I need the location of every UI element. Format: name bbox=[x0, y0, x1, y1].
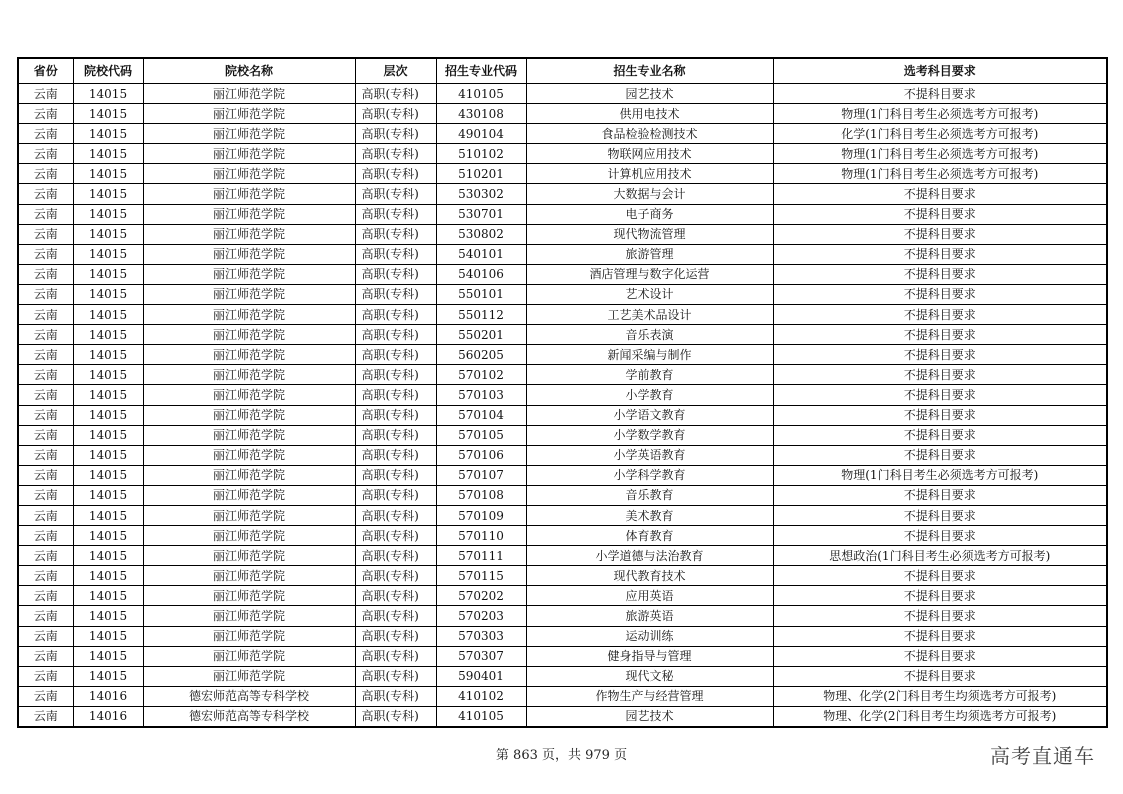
cell-level: 高职(专科) bbox=[355, 586, 436, 606]
cell-major-name: 作物生产与经营管理 bbox=[526, 686, 773, 706]
cell-major-code: 430108 bbox=[436, 104, 526, 124]
cell-level: 高职(专科) bbox=[355, 706, 436, 727]
cell-major-name: 音乐教育 bbox=[526, 485, 773, 505]
cell-major-name: 现代物流管理 bbox=[526, 224, 773, 244]
cell-major-code: 530701 bbox=[436, 204, 526, 224]
cell-major-name: 计算机应用技术 bbox=[526, 164, 773, 184]
header-school-code: 院校代码 bbox=[73, 58, 143, 84]
table-row bbox=[18, 284, 1107, 304]
cell-school-code: 14015 bbox=[73, 626, 143, 646]
cell-level: 高职(专科) bbox=[355, 485, 436, 505]
cell-major-name: 音乐表演 bbox=[526, 325, 773, 345]
cell-school-name: 丽江师范学院 bbox=[143, 325, 355, 345]
cell-major-code: 530302 bbox=[436, 184, 526, 204]
cell-province: 云南 bbox=[18, 626, 73, 646]
cell-major-code: 570111 bbox=[436, 546, 526, 566]
table-row bbox=[18, 104, 1107, 124]
cell-school-name: 丽江师范学院 bbox=[143, 505, 355, 525]
cell-major-name: 健身指导与管理 bbox=[526, 646, 773, 666]
cell-major-name: 美术教育 bbox=[526, 505, 773, 525]
cell-province: 云南 bbox=[18, 445, 73, 465]
table-row bbox=[18, 465, 1107, 485]
cell-subject-requirement: 不提科目要求 bbox=[773, 666, 1107, 686]
cell-school-name: 丽江师范学院 bbox=[143, 586, 355, 606]
cell-school-code: 14015 bbox=[73, 465, 143, 485]
cell-level: 高职(专科) bbox=[355, 104, 436, 124]
cell-school-code: 14015 bbox=[73, 606, 143, 626]
cell-major-name: 旅游英语 bbox=[526, 606, 773, 626]
admission-requirements-table bbox=[17, 57, 1108, 728]
table-row bbox=[18, 445, 1107, 465]
cell-subject-requirement: 不提科目要求 bbox=[773, 606, 1107, 626]
cell-major-code: 540101 bbox=[436, 244, 526, 264]
cell-province: 云南 bbox=[18, 305, 73, 325]
cell-major-code: 510102 bbox=[436, 144, 526, 164]
table-row bbox=[18, 204, 1107, 224]
cell-province: 云南 bbox=[18, 284, 73, 304]
cell-school-code: 14015 bbox=[73, 345, 143, 365]
cell-school-name: 丽江师范学院 bbox=[143, 425, 355, 445]
cell-level: 高职(专科) bbox=[355, 405, 436, 425]
cell-school-code: 14015 bbox=[73, 365, 143, 385]
cell-major-name: 体育教育 bbox=[526, 526, 773, 546]
cell-school-code: 14015 bbox=[73, 546, 143, 566]
cell-school-name: 丽江师范学院 bbox=[143, 184, 355, 204]
cell-level: 高职(专科) bbox=[355, 325, 436, 345]
cell-major-name: 小学英语教育 bbox=[526, 445, 773, 465]
cell-school-code: 14015 bbox=[73, 164, 143, 184]
cell-school-name: 丽江师范学院 bbox=[143, 646, 355, 666]
cell-school-name: 丽江师范学院 bbox=[143, 164, 355, 184]
table-row bbox=[18, 646, 1107, 666]
cell-subject-requirement: 不提科目要求 bbox=[773, 526, 1107, 546]
cell-school-code: 14015 bbox=[73, 505, 143, 525]
cell-major-code: 490104 bbox=[436, 124, 526, 144]
cell-level: 高职(专科) bbox=[355, 305, 436, 325]
cell-school-code: 14015 bbox=[73, 284, 143, 304]
cell-major-code: 570303 bbox=[436, 626, 526, 646]
table-row bbox=[18, 566, 1107, 586]
header-major-name: 招生专业名称 bbox=[526, 58, 773, 84]
cell-school-code: 14015 bbox=[73, 485, 143, 505]
cell-school-code: 14015 bbox=[73, 104, 143, 124]
cell-subject-requirement: 不提科目要求 bbox=[773, 244, 1107, 264]
table-row bbox=[18, 365, 1107, 385]
cell-major-code: 550101 bbox=[436, 284, 526, 304]
header-major-code: 招生专业代码 bbox=[436, 58, 526, 84]
cell-school-code: 14015 bbox=[73, 526, 143, 546]
cell-major-code: 570202 bbox=[436, 586, 526, 606]
cell-major-code: 570115 bbox=[436, 566, 526, 586]
cell-major-code: 570110 bbox=[436, 526, 526, 546]
cell-major-code: 570203 bbox=[436, 606, 526, 626]
cell-subject-requirement: 不提科目要求 bbox=[773, 224, 1107, 244]
cell-province: 云南 bbox=[18, 365, 73, 385]
table-row bbox=[18, 706, 1107, 727]
cell-subject-requirement: 物理(1门科目考生必须选考方可报考) bbox=[773, 164, 1107, 184]
cell-subject-requirement: 物理、化学(2门科目考生均须选考方可报考) bbox=[773, 706, 1107, 727]
table-row bbox=[18, 305, 1107, 325]
cell-level: 高职(专科) bbox=[355, 244, 436, 264]
cell-school-name: 德宏师范高等专科学校 bbox=[143, 686, 355, 706]
cell-province: 云南 bbox=[18, 385, 73, 405]
cell-subject-requirement: 不提科目要求 bbox=[773, 385, 1107, 405]
cell-province: 云南 bbox=[18, 666, 73, 686]
cell-school-name: 丽江师范学院 bbox=[143, 405, 355, 425]
cell-school-code: 14015 bbox=[73, 244, 143, 264]
cell-school-code: 14015 bbox=[73, 425, 143, 445]
cell-school-code: 14015 bbox=[73, 646, 143, 666]
table-row bbox=[18, 124, 1107, 144]
cell-province: 云南 bbox=[18, 646, 73, 666]
cell-level: 高职(专科) bbox=[355, 224, 436, 244]
cell-major-code: 530802 bbox=[436, 224, 526, 244]
cell-major-name: 小学数学教育 bbox=[526, 425, 773, 445]
cell-school-code: 14015 bbox=[73, 325, 143, 345]
cell-major-code: 570104 bbox=[436, 405, 526, 425]
cell-subject-requirement: 不提科目要求 bbox=[773, 204, 1107, 224]
cell-subject-requirement: 不提科目要求 bbox=[773, 425, 1107, 445]
header-school-name: 院校名称 bbox=[143, 58, 355, 84]
cell-school-name: 丽江师范学院 bbox=[143, 305, 355, 325]
table-row bbox=[18, 686, 1107, 706]
cell-major-code: 570109 bbox=[436, 505, 526, 525]
cell-major-code: 560205 bbox=[436, 345, 526, 365]
header-province: 省份 bbox=[18, 58, 73, 84]
cell-level: 高职(专科) bbox=[355, 184, 436, 204]
cell-school-name: 德宏师范高等专科学校 bbox=[143, 706, 355, 727]
cell-school-name: 丽江师范学院 bbox=[143, 465, 355, 485]
cell-school-code: 14015 bbox=[73, 666, 143, 686]
cell-major-code: 410105 bbox=[436, 706, 526, 727]
cell-level: 高职(专科) bbox=[355, 626, 436, 646]
cell-level: 高职(专科) bbox=[355, 666, 436, 686]
table-row bbox=[18, 164, 1107, 184]
cell-level: 高职(专科) bbox=[355, 284, 436, 304]
cell-school-code: 14015 bbox=[73, 224, 143, 244]
cell-major-name: 酒店管理与数字化运营 bbox=[526, 264, 773, 284]
cell-school-name: 丽江师范学院 bbox=[143, 526, 355, 546]
cell-major-name: 现代教育技术 bbox=[526, 566, 773, 586]
table-row bbox=[18, 345, 1107, 365]
cell-province: 云南 bbox=[18, 686, 73, 706]
cell-school-name: 丽江师范学院 bbox=[143, 385, 355, 405]
cell-province: 云南 bbox=[18, 606, 73, 626]
cell-school-code: 14015 bbox=[73, 264, 143, 284]
cell-subject-requirement: 不提科目要求 bbox=[773, 646, 1107, 666]
cell-school-code: 14015 bbox=[73, 204, 143, 224]
cell-subject-requirement: 不提科目要求 bbox=[773, 184, 1107, 204]
table-row bbox=[18, 184, 1107, 204]
cell-school-name: 丽江师范学院 bbox=[143, 104, 355, 124]
cell-province: 云南 bbox=[18, 465, 73, 485]
cell-major-code: 570105 bbox=[436, 425, 526, 445]
cell-province: 云南 bbox=[18, 104, 73, 124]
cell-school-code: 14015 bbox=[73, 305, 143, 325]
cell-level: 高职(专科) bbox=[355, 124, 436, 144]
cell-school-name: 丽江师范学院 bbox=[143, 124, 355, 144]
cell-province: 云南 bbox=[18, 505, 73, 525]
cell-province: 云南 bbox=[18, 485, 73, 505]
cell-level: 高职(专科) bbox=[355, 686, 436, 706]
cell-province: 云南 bbox=[18, 325, 73, 345]
cell-level: 高职(专科) bbox=[355, 526, 436, 546]
cell-province: 云南 bbox=[18, 706, 73, 727]
cell-subject-requirement: 不提科目要求 bbox=[773, 485, 1107, 505]
cell-level: 高职(专科) bbox=[355, 385, 436, 405]
cell-major-code: 570107 bbox=[436, 465, 526, 485]
table-row bbox=[18, 224, 1107, 244]
cell-major-name: 电子商务 bbox=[526, 204, 773, 224]
cell-province: 云南 bbox=[18, 345, 73, 365]
table-row bbox=[18, 485, 1107, 505]
cell-school-code: 14015 bbox=[73, 385, 143, 405]
cell-major-name: 现代文秘 bbox=[526, 666, 773, 686]
cell-subject-requirement: 不提科目要求 bbox=[773, 305, 1107, 325]
table-row bbox=[18, 405, 1107, 425]
cell-subject-requirement: 物理(1门科目考生必须选考方可报考) bbox=[773, 465, 1107, 485]
table-body bbox=[18, 84, 1107, 728]
cell-subject-requirement: 不提科目要求 bbox=[773, 365, 1107, 385]
cell-major-name: 小学教育 bbox=[526, 385, 773, 405]
cell-school-code: 14015 bbox=[73, 405, 143, 425]
cell-level: 高职(专科) bbox=[355, 204, 436, 224]
cell-school-name: 丽江师范学院 bbox=[143, 365, 355, 385]
cell-level: 高职(专科) bbox=[355, 445, 436, 465]
cell-major-name: 艺术设计 bbox=[526, 284, 773, 304]
table-row bbox=[18, 546, 1107, 566]
cell-major-code: 570307 bbox=[436, 646, 526, 666]
cell-province: 云南 bbox=[18, 164, 73, 184]
cell-school-name: 丽江师范学院 bbox=[143, 204, 355, 224]
cell-level: 高职(专科) bbox=[355, 365, 436, 385]
cell-school-name: 丽江师范学院 bbox=[143, 224, 355, 244]
cell-school-name: 丽江师范学院 bbox=[143, 485, 355, 505]
table-row bbox=[18, 606, 1107, 626]
cell-subject-requirement: 化学(1门科目考生必须选考方可报考) bbox=[773, 124, 1107, 144]
cell-school-code: 14015 bbox=[73, 445, 143, 465]
cell-major-code: 550112 bbox=[436, 305, 526, 325]
table-row bbox=[18, 425, 1107, 445]
cell-subject-requirement: 不提科目要求 bbox=[773, 505, 1107, 525]
cell-school-name: 丽江师范学院 bbox=[143, 284, 355, 304]
cell-subject-requirement: 不提科目要求 bbox=[773, 325, 1107, 345]
cell-major-name: 园艺技术 bbox=[526, 84, 773, 104]
cell-major-name: 食品检验检测技术 bbox=[526, 124, 773, 144]
cell-level: 高职(专科) bbox=[355, 546, 436, 566]
cell-school-code: 14016 bbox=[73, 686, 143, 706]
cell-major-name: 小学语文教育 bbox=[526, 405, 773, 425]
cell-level: 高职(专科) bbox=[355, 505, 436, 525]
table-row bbox=[18, 385, 1107, 405]
cell-subject-requirement: 不提科目要求 bbox=[773, 586, 1107, 606]
cell-major-code: 570103 bbox=[436, 385, 526, 405]
cell-subject-requirement: 思想政治(1门科目考生必须选考方可报考) bbox=[773, 546, 1107, 566]
cell-province: 云南 bbox=[18, 144, 73, 164]
cell-major-code: 540106 bbox=[436, 264, 526, 284]
cell-school-name: 丽江师范学院 bbox=[143, 546, 355, 566]
cell-major-name: 供用电技术 bbox=[526, 104, 773, 124]
cell-subject-requirement: 物理(1门科目考生必须选考方可报考) bbox=[773, 104, 1107, 124]
cell-school-name: 丽江师范学院 bbox=[143, 144, 355, 164]
cell-level: 高职(专科) bbox=[355, 164, 436, 184]
cell-subject-requirement: 不提科目要求 bbox=[773, 284, 1107, 304]
cell-school-code: 14015 bbox=[73, 566, 143, 586]
table-row bbox=[18, 666, 1107, 686]
table-row bbox=[18, 84, 1107, 104]
cell-province: 云南 bbox=[18, 84, 73, 104]
cell-major-code: 570102 bbox=[436, 365, 526, 385]
cell-school-code: 14015 bbox=[73, 144, 143, 164]
cell-province: 云南 bbox=[18, 244, 73, 264]
cell-province: 云南 bbox=[18, 204, 73, 224]
cell-subject-requirement: 不提科目要求 bbox=[773, 84, 1107, 104]
cell-major-name: 小学科学教育 bbox=[526, 465, 773, 485]
cell-major-code: 410105 bbox=[436, 84, 526, 104]
cell-major-name: 运动训练 bbox=[526, 626, 773, 646]
cell-level: 高职(专科) bbox=[355, 345, 436, 365]
cell-school-name: 丽江师范学院 bbox=[143, 264, 355, 284]
cell-major-name: 工艺美术品设计 bbox=[526, 305, 773, 325]
cell-major-name: 物联网应用技术 bbox=[526, 144, 773, 164]
cell-subject-requirement: 不提科目要求 bbox=[773, 566, 1107, 586]
cell-subject-requirement: 不提科目要求 bbox=[773, 626, 1107, 646]
cell-level: 高职(专科) bbox=[355, 646, 436, 666]
header-subject-requirement: 选考科目要求 bbox=[773, 58, 1107, 84]
cell-level: 高职(专科) bbox=[355, 566, 436, 586]
page-number: 第 863 页，共 979 页 bbox=[495, 748, 628, 763]
cell-school-code: 14015 bbox=[73, 184, 143, 204]
cell-school-name: 丽江师范学院 bbox=[143, 244, 355, 264]
cell-province: 云南 bbox=[18, 264, 73, 284]
cell-province: 云南 bbox=[18, 124, 73, 144]
cell-subject-requirement: 不提科目要求 bbox=[773, 405, 1107, 425]
cell-school-name: 丽江师范学院 bbox=[143, 566, 355, 586]
cell-major-code: 410102 bbox=[436, 686, 526, 706]
table-row bbox=[18, 505, 1107, 525]
header-level: 层次 bbox=[355, 58, 436, 84]
cell-level: 高职(专科) bbox=[355, 465, 436, 485]
cell-level: 高职(专科) bbox=[355, 144, 436, 164]
cell-subject-requirement: 物理、化学(2门科目考生均须选考方可报考) bbox=[773, 686, 1107, 706]
cell-major-name: 新闻采编与制作 bbox=[526, 345, 773, 365]
cell-major-name: 大数据与会计 bbox=[526, 184, 773, 204]
cell-school-name: 丽江师范学院 bbox=[143, 345, 355, 365]
cell-subject-requirement: 不提科目要求 bbox=[773, 445, 1107, 465]
cell-major-name: 学前教育 bbox=[526, 365, 773, 385]
cell-level: 高职(专科) bbox=[355, 264, 436, 284]
cell-province: 云南 bbox=[18, 184, 73, 204]
cell-school-name: 丽江师范学院 bbox=[143, 606, 355, 626]
table-header-row bbox=[18, 58, 1107, 84]
cell-major-name: 应用英语 bbox=[526, 586, 773, 606]
cell-subject-requirement: 不提科目要求 bbox=[773, 264, 1107, 284]
table-row bbox=[18, 526, 1107, 546]
cell-school-name: 丽江师范学院 bbox=[143, 84, 355, 104]
table-row bbox=[18, 586, 1107, 606]
cell-province: 云南 bbox=[18, 224, 73, 244]
cell-province: 云南 bbox=[18, 425, 73, 445]
cell-major-code: 590401 bbox=[436, 666, 526, 686]
cell-major-code: 570106 bbox=[436, 445, 526, 465]
cell-school-code: 14015 bbox=[73, 586, 143, 606]
cell-major-name: 小学道德与法治教育 bbox=[526, 546, 773, 566]
cell-province: 云南 bbox=[18, 546, 73, 566]
cell-school-name: 丽江师范学院 bbox=[143, 626, 355, 646]
table-row bbox=[18, 264, 1107, 284]
cell-level: 高职(专科) bbox=[355, 606, 436, 626]
cell-major-name: 旅游管理 bbox=[526, 244, 773, 264]
cell-province: 云南 bbox=[18, 405, 73, 425]
cell-major-name: 园艺技术 bbox=[526, 706, 773, 727]
cell-school-code: 14016 bbox=[73, 706, 143, 727]
cell-school-name: 丽江师范学院 bbox=[143, 666, 355, 686]
cell-level: 高职(专科) bbox=[355, 425, 436, 445]
cell-province: 云南 bbox=[18, 586, 73, 606]
cell-level: 高职(专科) bbox=[355, 84, 436, 104]
cell-major-code: 570108 bbox=[436, 485, 526, 505]
cell-subject-requirement: 不提科目要求 bbox=[773, 345, 1107, 365]
cell-school-code: 14015 bbox=[73, 124, 143, 144]
cell-major-code: 550201 bbox=[436, 325, 526, 345]
table-row bbox=[18, 144, 1107, 164]
table-row bbox=[18, 626, 1107, 646]
cell-province: 云南 bbox=[18, 566, 73, 586]
table-row bbox=[18, 244, 1107, 264]
table-row bbox=[18, 325, 1107, 345]
cell-school-code: 14015 bbox=[73, 84, 143, 104]
cell-major-code: 510201 bbox=[436, 164, 526, 184]
watermark-logo-text: 高考直通车 bbox=[990, 744, 1095, 768]
cell-province: 云南 bbox=[18, 526, 73, 546]
cell-school-name: 丽江师范学院 bbox=[143, 445, 355, 465]
cell-subject-requirement: 物理(1门科目考生必须选考方可报考) bbox=[773, 144, 1107, 164]
